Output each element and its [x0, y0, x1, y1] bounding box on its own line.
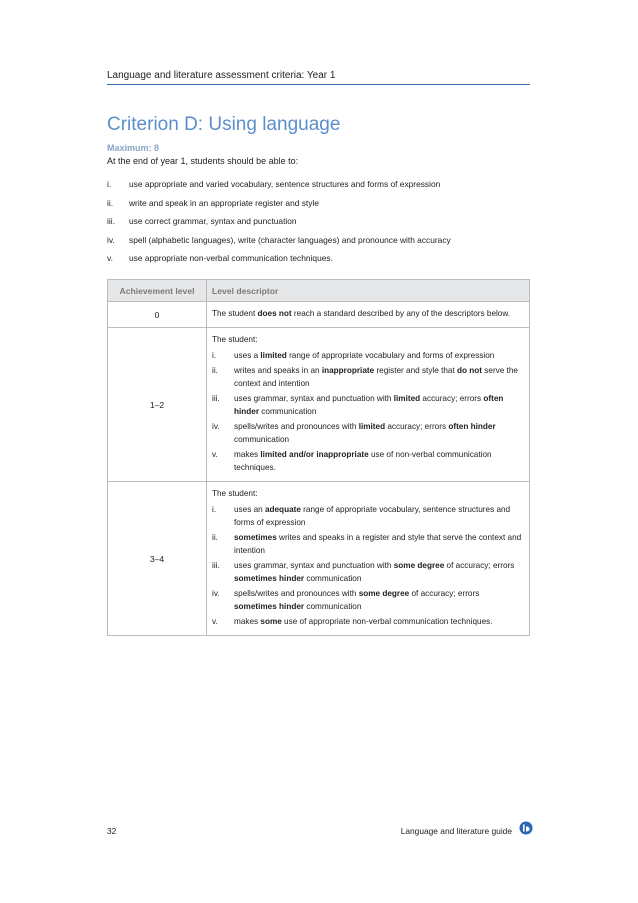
descriptor-item: [212, 349, 523, 362]
objective-number: v.: [107, 253, 113, 263]
descriptor-number: i.: [212, 505, 217, 514]
text-run: range of appropriate vocabulary and forms of expression: [286, 351, 495, 360]
emphasis-text: sometimes hinder: [234, 602, 305, 611]
descriptor-item-text: [234, 349, 494, 362]
emphasis-text: limited: [358, 422, 386, 431]
descriptor-intro: The student:: [212, 489, 258, 498]
objective-text: spell (alphabetic languages), write (character languages) and pronounce with accuracy: [129, 234, 451, 245]
text-run: use of non-verbal communication techniques.: [234, 450, 492, 472]
text-run: serve the context and intention: [234, 366, 518, 388]
descriptor-item-text: [234, 559, 523, 585]
text-run: communication: [304, 574, 362, 583]
emphasis-text: does not: [257, 309, 292, 318]
descriptor-item: [212, 503, 523, 529]
emphasis-text: adequate: [264, 505, 301, 514]
page-number: 32: [107, 826, 117, 836]
text-run: communication: [304, 602, 362, 611]
emphasis-text: some degree: [358, 589, 410, 598]
emphasis-text: often hinder: [448, 422, 496, 431]
achievement-level-cell: 3–4: [108, 482, 207, 636]
objective-number: iii.: [107, 216, 115, 226]
text-run: of accuracy; errors: [409, 589, 480, 598]
ib-logo-icon: [519, 821, 533, 835]
objective-text: use appropriate non-verbal communication techniques.: [129, 253, 333, 263]
text-run: The student: [212, 309, 258, 318]
logo-bar: [523, 825, 525, 832]
emphasis-text: inappropriate: [321, 366, 375, 375]
objective-number: ii.: [107, 197, 114, 208]
descriptor-number: iv.: [212, 422, 220, 431]
text-run: uses a: [234, 351, 261, 360]
objectives-list: [107, 179, 537, 272]
objective-item: [107, 253, 537, 272]
achievement-level-cell: 1–2: [108, 328, 207, 482]
descriptor-number: i.: [212, 351, 217, 360]
text-run: accuracy; errors: [385, 422, 449, 431]
objective-item: [107, 179, 537, 198]
objective-text: use appropriate and varied vocabulary, sentence structures and forms of expression: [129, 179, 441, 189]
text-run: makes: [234, 617, 261, 626]
descriptor-item-text: [234, 587, 523, 613]
descriptor-item: [212, 531, 523, 557]
descriptor-item-text: [234, 392, 523, 418]
emphasis-text: do not: [457, 366, 483, 375]
emphasis-text: sometimes hinder: [234, 574, 305, 583]
descriptor-number: v.: [212, 450, 218, 459]
table-row: [108, 328, 530, 482]
page-title: Criterion D: Using language: [107, 114, 341, 135]
emphasis-text: some: [260, 617, 282, 626]
text-run: register and style that: [374, 366, 457, 375]
text-run: of accuracy; errors: [444, 561, 515, 570]
text-run: makes: [234, 450, 261, 459]
descriptor-item-text: [234, 531, 523, 557]
objective-item: [107, 235, 537, 254]
rubric-table: [107, 279, 530, 636]
text-run: use of appropriate non-verbal communication techniques.: [281, 617, 493, 626]
descriptor-item-text: [234, 448, 523, 474]
guide-title: Language and literature guide: [400, 826, 512, 836]
emphasis-text: limited and/or inappropriate: [260, 450, 369, 459]
text-run: spells/writes and pronounces with: [234, 422, 359, 431]
descriptor-item-text: [234, 615, 493, 628]
table-row: [108, 302, 530, 328]
level-descriptor-cell: [207, 482, 530, 636]
text-run: writes and speaks in a register and style that serve the context and intention: [234, 533, 522, 555]
text-run: uses grammar, syntax and punctuation with: [234, 561, 394, 570]
objective-text: use correct grammar, syntax and punctuation: [129, 216, 297, 226]
descriptor-number: ii.: [212, 366, 218, 375]
emphasis-text: some degree: [393, 561, 445, 570]
text-run: communication: [234, 435, 290, 444]
level-descriptor-cell: [207, 302, 530, 328]
text-run: reach a standard described by any of the descriptors below.: [291, 309, 511, 318]
descriptor-list: [212, 503, 523, 628]
objective-item: [107, 216, 537, 235]
emphasis-text: limited: [260, 351, 287, 360]
emphasis-text: sometimes: [234, 533, 277, 542]
text-run: spells/writes and pronounces with: [234, 589, 359, 598]
objective-number: iv.: [107, 234, 115, 245]
descriptor-item: [212, 448, 523, 474]
table-header-row: [108, 280, 530, 302]
objective-item: [107, 198, 537, 217]
descriptor-number: iii.: [212, 561, 220, 570]
level-descriptor-header: Level descriptor: [207, 280, 530, 302]
descriptor-item-text: [234, 420, 523, 446]
objectives-intro: At the end of year 1, students should be able to:: [107, 156, 299, 166]
text-run: writes and speaks in an: [234, 366, 322, 375]
maximum-score: Maximum: 8: [107, 143, 160, 153]
text-run: range of appropriate vocabulary, sentence structures and forms of expression: [234, 505, 511, 527]
descriptor-item: [212, 559, 523, 585]
descriptor-intro: The student:: [212, 335, 258, 344]
text-run: accuracy; errors: [420, 394, 484, 403]
descriptor-item: [212, 392, 523, 418]
descriptor-item: [212, 587, 523, 613]
table-row: [108, 482, 530, 636]
descriptor-number: iii.: [212, 394, 220, 403]
achievement-level-header: Achievement level: [108, 280, 207, 302]
descriptor-number: v.: [212, 617, 218, 626]
achievement-level-cell: 0: [108, 302, 207, 328]
text-run: communication: [259, 407, 317, 416]
objective-number: i.: [107, 179, 112, 189]
descriptor-text: [212, 307, 523, 320]
text-run: uses an: [234, 505, 265, 514]
objective-text: write and speak in an appropriate register and style: [129, 197, 319, 208]
descriptor-item-text: [234, 364, 523, 390]
descriptor-item: [212, 364, 523, 390]
emphasis-text: often hinder: [234, 394, 504, 416]
level-descriptor-cell: [207, 328, 530, 482]
descriptor-number: iv.: [212, 589, 220, 598]
descriptor-number: ii.: [212, 533, 218, 542]
emphasis-text: limited: [393, 394, 421, 403]
descriptor-item: [212, 615, 523, 628]
text-run: uses grammar, syntax and punctuation with: [234, 394, 394, 403]
running-header: Language and literature assessment criteria: Year 1: [107, 70, 530, 85]
descriptor-item: [212, 420, 523, 446]
descriptor-list: [212, 349, 523, 474]
descriptor-item-text: [234, 503, 523, 529]
